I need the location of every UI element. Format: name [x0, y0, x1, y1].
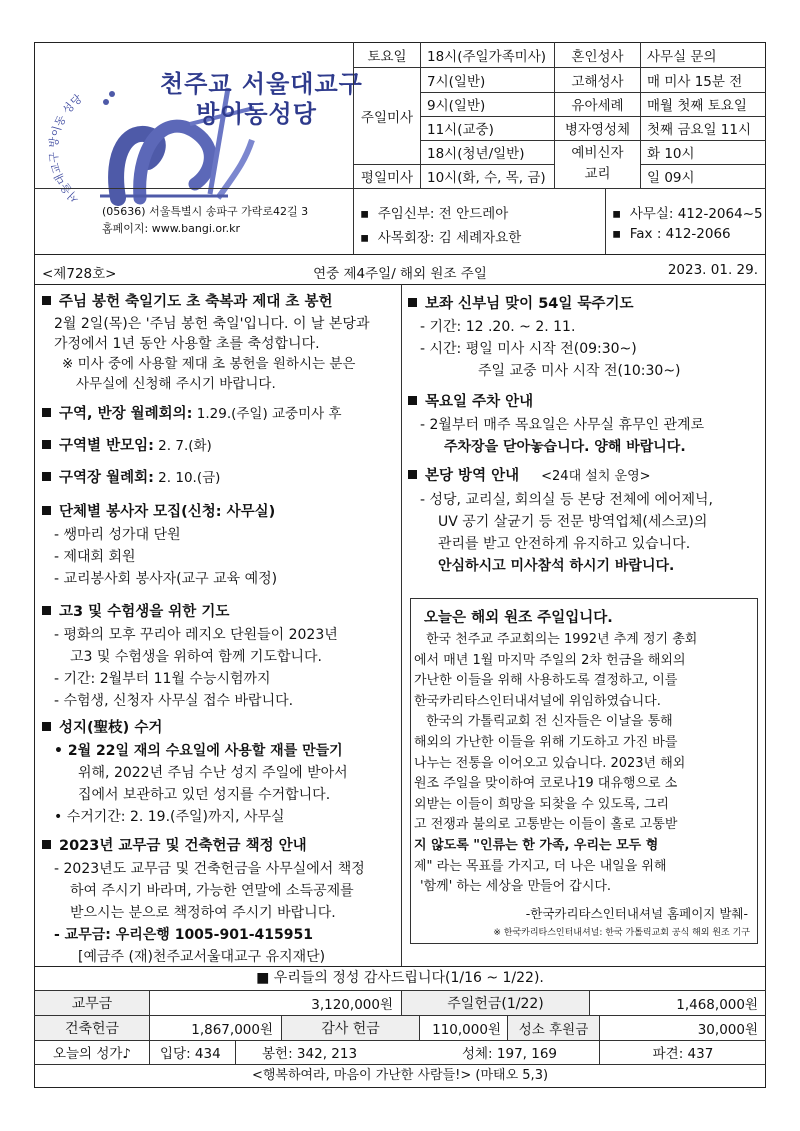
saturday-mass: 18시(주일가족미사) — [427, 48, 546, 65]
sunday-mass-3: 11시(교중) — [427, 122, 494, 138]
issue-title: 연중 제4주일/ 해외 원조 주일 — [313, 266, 487, 282]
catechumen-label: 예비신자 교리 — [571, 145, 624, 182]
sacrament-marriage-time: 사무실 문의 — [647, 48, 717, 65]
catechumen-time-1: 화 10시 — [647, 146, 695, 162]
sunday-collection-label: 주일헌금(1/22) — [447, 996, 544, 1012]
section-exam-prayer: 고3 및 수험생을 위한 기도 - 평화의 모후 꾸리아 레지오 단원들이 2023년 고3 및 수험생을 위하여 함께 기도합니다. - 기간: 2월부터 11월 수능시험까지 - 수험생, 신청자 사무실 접수 바랍니다. — [42, 602, 398, 712]
office-fax: ▪ Fax : 412-2066 — [612, 226, 731, 242]
hymn-entrance: 입당: 434 — [160, 1046, 221, 1062]
weekday-mass: 10시(화, 수, 목, 금) — [427, 170, 546, 186]
hymn-communion: 성체: 197, 169 — [461, 1046, 558, 1062]
thanksgiving-amount: 110,000원 — [432, 1022, 501, 1038]
section-disinfection: 본당 방역 안내 <24대 설치 운영> - 성당, 교리실, 회의실 등 본당 전체에 에어제닉, UV 공기 살균기 등 전문 방역업체(세스코)의 관리를 받고 안전하게 유지하고 있습니다. 안심하시고 미사참석 하시기 바랍니다. — [408, 466, 760, 577]
overseas-aid-source: -한국카리타스인터내셔널 홈페이지 발췌- — [525, 906, 748, 921]
sunday-collection-amount: 1,468,000원 — [676, 997, 758, 1013]
section-district-leaders: 구역장 월례회: 2. 10.(금) — [42, 468, 398, 490]
vocation-support-label: 성소 후원금 — [518, 1022, 589, 1038]
section-palm-collection: 성지(聖枝) 수거 • 2월 22일 재의 수요일에 사용할 재를 만들기 위해, 2022년 주님 수난 성지 주일에 받아서 집에서 보관하고 있던 성지를 수거합니다. • 수거기간: 2. 19.(주일)까지, 사무실 — [42, 718, 398, 828]
issue-number: <제728호> — [42, 266, 117, 282]
section-candlemas: 주님 봉헌 축일기도 초 축복과 제대 초 봉헌 2월 2일(목)은 '주님 봉헌 축일'입니다. 이 날 본당과 가정에서 1년 동안 사용할 초를 축성합니다. ※ 미사 중에 사용할 제대 초 봉헌을 원하시는 분은 사무실에 신청해 주시기 바랍니다. — [42, 292, 398, 394]
council-president: ▪ 사목회장: 김 세례자요한 — [360, 230, 522, 246]
sacrament-marriage: 혼인성사 — [571, 48, 624, 65]
weekday-mass-label: 평일미사 — [360, 170, 414, 186]
sacrament-confession-time: 매 미사 15분 전 — [647, 73, 743, 90]
sunday-mass-label: 주일미사 — [360, 109, 414, 126]
hymn-dismissal: 파견: 437 — [652, 1046, 714, 1062]
section-dues-notice: 2023년 교무금 및 건축헌금 책정 안내 - 2023년도 교무금 및 건축헌금을 사무실에서 책정 하여 주시기 바라며, 가능한 연말에 소득공제를 받으시는 분으로 책정하여 주시기 바랍니다. - 교무금: 우리은행 1005-901-415951 [예금주 (재)천주교서울대교구 유지재단) — [42, 836, 398, 968]
section-small-group: 구역별 반모임: 2. 7.(화) — [42, 436, 398, 458]
sunday-mass-4: 18시(청년/일반) — [427, 146, 525, 162]
issue-date: 2023. 01. 29. — [667, 262, 758, 278]
overseas-aid-title: 오늘은 해외 원조 주일입니다. — [424, 610, 613, 626]
vocation-support-amount: 30,000원 — [697, 1022, 758, 1038]
sacrament-baptism: 유아세례 — [571, 98, 624, 114]
section-parking: 목요일 주차 안내 - 2월부터 매주 목요일은 사무실 휴무인 관계로 주차장을 닫아놓습니다. 양해 바랍니다. — [408, 392, 760, 458]
parish-homepage[interactable]: 홈페이지: www.bangi.or.kr — [102, 222, 241, 235]
catechumen-time-2: 일 09시 — [647, 170, 695, 186]
office-phone: ▪ 사무실: 412-2064~5 — [612, 206, 763, 222]
sacrament-confession: 고해성사 — [571, 73, 624, 90]
building-fund-amount: 1,867,000원 — [191, 1022, 273, 1038]
thanks-heading: ■ 우리들의 정성 감사드립니다(1/16 ~ 1/22). — [256, 970, 544, 986]
sacrament-sick-communion: 병자영성체 — [564, 122, 631, 138]
section-district-meeting: 구역, 반장 월례회의: 1.29.(주일) 교중미사 후 — [42, 404, 398, 426]
pastor-name: ▪ 주임신부: 전 안드레아 — [360, 206, 509, 222]
hymns-label: 오늘의 성가♪ — [52, 1046, 132, 1062]
logo-title-parish: 방이동성당 — [196, 100, 317, 128]
overseas-aid-body: 한국 천주교 주교회의는 1992년 추계 정기 총회 에서 매년 1월 마지막 주일의 2차 헌금을 해외의 가난한 이들을 위해 사용하도록 결정하고, 이를 한국카리타스인터내셔널에 위임하였습니다. 한국의 가톨릭교회 전 신자들은 이날을 통해 해외의 가난한 이들을 위해 기도하고 가진 바를 나누는 전통을 이어오고 있습니다. 2023년 해외 원조 주일을 맞이하여 코로나19 대유행으로 소 외받는 이들이 희망을 되찾을 수 있도록, 그리 고 전쟁과 불의로 고통받는 이들이 홀로 고통받 지 않도록 "인류는 한 가족, 우리는 모두 형 제" 라는 목표를 가지고, 더 나은 내일을 위해 '함께' 하는 세상을 만들어 갑시다. — [414, 632, 698, 895]
logo-title-diocese: 천주교 서울대교구 — [160, 70, 363, 98]
sunday-mass-2: 9시(일반) — [427, 98, 486, 114]
parish-address: (05636) 서울특별시 송파구 가락로42길 3 — [102, 205, 309, 218]
building-fund-label: 건축헌금 — [64, 1021, 120, 1037]
saturday-label: 토요일 — [367, 48, 407, 65]
dues-amount: 3,120,000원 — [311, 997, 393, 1013]
overseas-aid-note: ※ 한국카리타스인터내셔널: 한국 가톨릭교회 공식 해외 원조 기구 — [493, 928, 750, 938]
sunday-mass-1: 7시(일반) — [427, 73, 486, 90]
dues-label: 교무금 — [71, 996, 113, 1012]
logo-arc-text: 서울대교구 방이동 성당 — [47, 91, 85, 206]
section-volunteers: 단체별 봉사자 모집(신청: 사무실) - 쌩마리 성가대 단원 - 제대회 회원 - 교리봉사회 봉사자(교구 교육 예정) — [42, 502, 398, 590]
beatitude-verse: <행복하여라, 마음이 가난한 사람들!> (마태오 5,3) — [251, 1068, 549, 1083]
thanksgiving-label: 감사 헌금 — [321, 1021, 380, 1037]
sacrament-baptism-time: 매월 첫째 토요일 — [647, 98, 747, 114]
section-rosary: 보좌 신부님 맞이 54일 묵주기도 - 기간: 12 .20. ~ 2. 11. - 시간: 평일 미사 시작 전(09:30~) 주일 교중 미사 시작 전(10:30~) — [408, 294, 760, 382]
hymn-offertory: 봉헌: 342, 213 — [262, 1046, 358, 1062]
sacrament-sick-communion-time: 첫째 금요일 11시 — [647, 122, 752, 138]
